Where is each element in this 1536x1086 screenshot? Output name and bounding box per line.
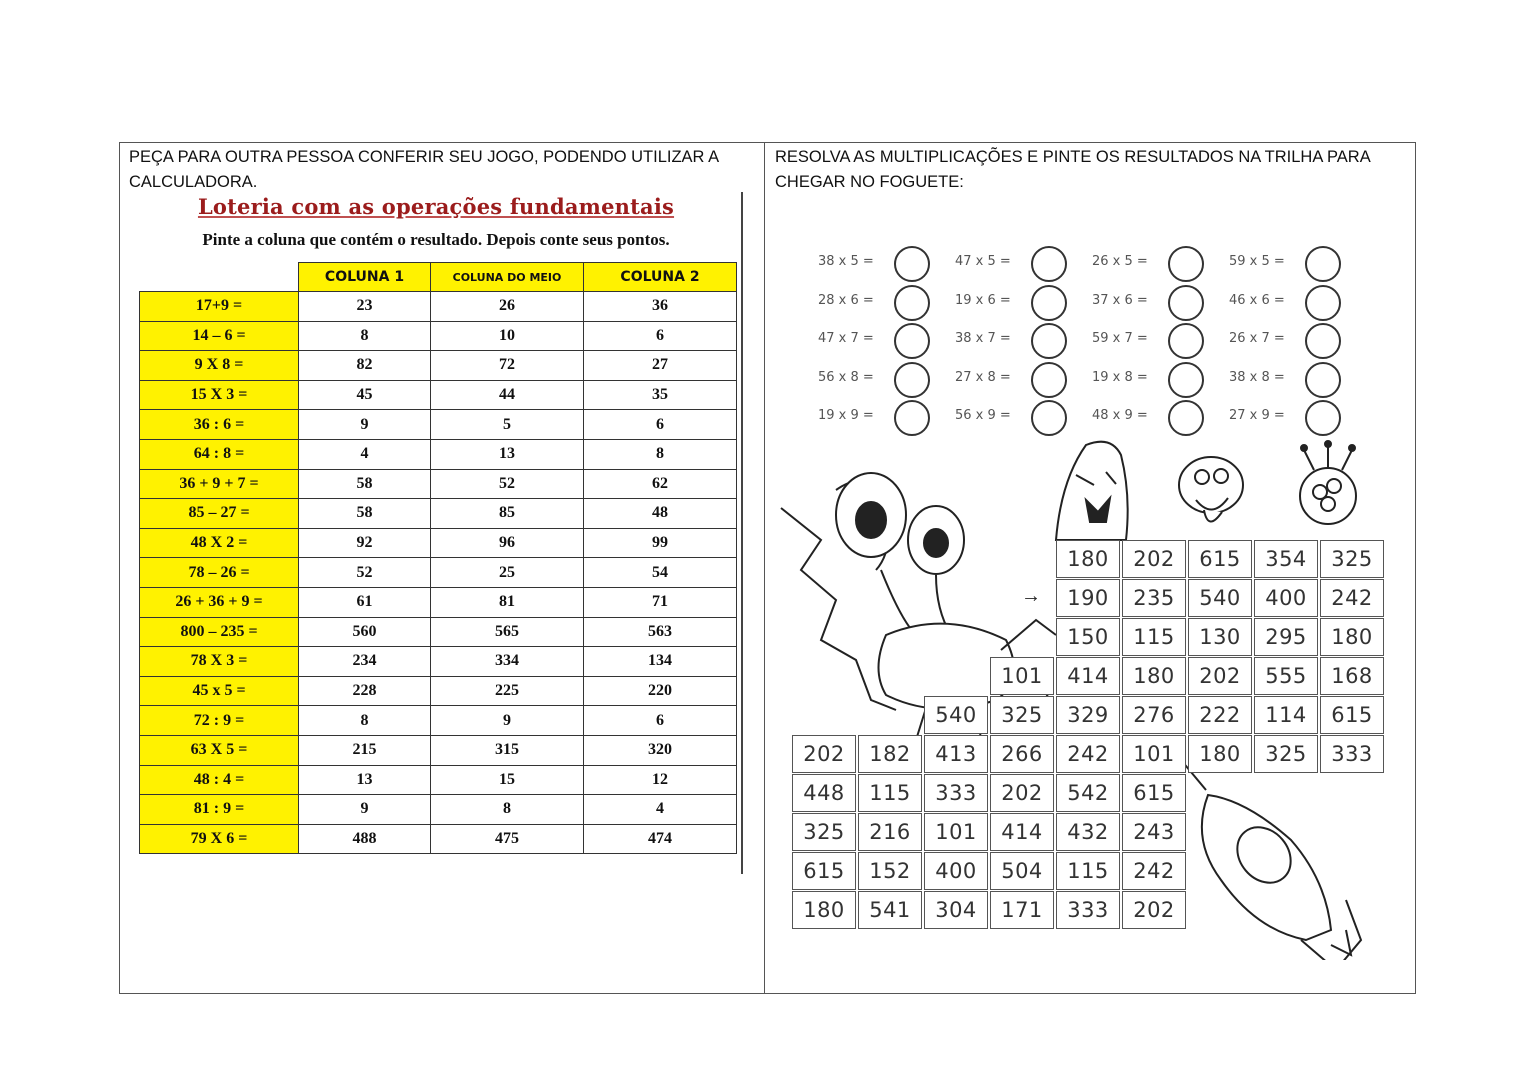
trail-cell[interactable]: 242	[1056, 735, 1120, 773]
operation-cell[interactable]: 78 X 3 =	[140, 647, 299, 677]
multiplication-problem: 48 x 9 =	[1092, 408, 1148, 423]
answer-circle[interactable]	[1168, 323, 1204, 359]
operation-cell[interactable]: 14 – 6 =	[140, 321, 299, 351]
coluna-2-cell[interactable]: 6	[584, 321, 737, 351]
trail-cell[interactable]: 540	[924, 696, 988, 734]
lottery-body	[140, 292, 737, 854]
operation-cell[interactable]: 72 : 9 =	[140, 706, 299, 736]
coluna-1-cell[interactable]: 52	[299, 558, 431, 588]
trail-cell[interactable]: 114	[1254, 696, 1318, 734]
answer-circle[interactable]	[1305, 323, 1341, 359]
column-divider	[764, 142, 765, 994]
trail-cell[interactable]: 541	[858, 891, 922, 929]
answer-circle[interactable]	[1168, 362, 1204, 398]
answer-circle[interactable]	[1031, 285, 1067, 321]
answer-circle[interactable]	[1168, 400, 1204, 436]
operation-cell[interactable]: 81 : 9 =	[140, 795, 299, 825]
trail-cell[interactable]: 400	[1254, 579, 1318, 617]
trail-cell[interactable]: 504	[990, 852, 1054, 890]
lottery-row	[140, 647, 737, 677]
lottery-row	[140, 292, 737, 322]
answer-circle[interactable]	[1031, 246, 1067, 282]
answer-circle[interactable]	[1305, 362, 1341, 398]
trail-cell[interactable]: 266	[990, 735, 1054, 773]
trail-cell[interactable]: 180	[1188, 735, 1252, 773]
trail-cell[interactable]: 542	[1056, 774, 1120, 812]
trail-cell[interactable]: 413	[924, 735, 988, 773]
trail-cell[interactable]: 180	[792, 891, 856, 929]
operation-cell[interactable]: 17+9 =	[140, 292, 299, 322]
lottery-row	[140, 617, 737, 647]
trail-cell[interactable]: 216	[858, 813, 922, 851]
multiplication-problem: 38 x 8 =	[1229, 370, 1285, 385]
trail-cell[interactable]: 152	[858, 852, 922, 890]
trail-cell[interactable]: 190	[1056, 579, 1120, 617]
coluna-2-cell[interactable]: 71	[584, 587, 737, 617]
trail-cell[interactable]: 333	[924, 774, 988, 812]
answer-circle[interactable]	[894, 362, 930, 398]
trail-cell[interactable]: 101	[924, 813, 988, 851]
lottery-table	[139, 262, 737, 854]
header-coluna-2: COLUNA 2	[584, 263, 737, 292]
lottery-row	[140, 824, 737, 854]
coluna-1-cell[interactable]: 234	[299, 647, 431, 677]
header-coluna-1: COLUNA 1	[299, 263, 431, 292]
trail-cell[interactable]: 414	[1056, 657, 1120, 695]
operation-cell[interactable]: 26 + 36 + 9 =	[140, 587, 299, 617]
trail-cell[interactable]: 168	[1320, 657, 1384, 695]
answer-circle[interactable]	[1031, 323, 1067, 359]
coluna-do-meio-cell[interactable]: 25	[431, 558, 584, 588]
coluna-2-cell[interactable]: 563	[584, 617, 737, 647]
multiplication-problem: 56 x 8 =	[818, 370, 874, 385]
coluna-do-meio-cell[interactable]: 334	[431, 647, 584, 677]
operation-cell[interactable]: 48 : 4 =	[140, 765, 299, 795]
coluna-2-cell[interactable]: 6	[584, 410, 737, 440]
trail-cell[interactable]: 276	[1122, 696, 1186, 734]
coluna-2-cell[interactable]: 320	[584, 735, 737, 765]
coluna-1-cell[interactable]: 58	[299, 499, 431, 529]
coluna-1-cell[interactable]: 488	[299, 824, 431, 854]
coluna-1-cell[interactable]: 9	[299, 795, 431, 825]
lottery-row	[140, 765, 737, 795]
multiplication-problem: 28 x 6 =	[818, 293, 874, 308]
trail-cell[interactable]: 235	[1122, 579, 1186, 617]
multiplication-problem: 46 x 6 =	[1229, 293, 1285, 308]
coluna-2-cell[interactable]: 4	[584, 795, 737, 825]
trail-cell[interactable]: 354	[1254, 540, 1318, 578]
multiplication-problem: 27 x 8 =	[955, 370, 1011, 385]
trail-cell[interactable]: 202	[1122, 540, 1186, 578]
coluna-2-cell[interactable]: 27	[584, 351, 737, 381]
coluna-2-cell[interactable]: 99	[584, 528, 737, 558]
multiplication-problem: 56 x 9 =	[955, 408, 1011, 423]
coluna-1-cell[interactable]: 560	[299, 617, 431, 647]
lottery-worksheet	[129, 192, 743, 874]
coluna-1-cell[interactable]: 58	[299, 469, 431, 499]
answer-circle[interactable]	[894, 285, 930, 321]
coluna-do-meio-cell[interactable]: 15	[431, 765, 584, 795]
coluna-1-cell[interactable]: 9	[299, 410, 431, 440]
answer-circle[interactable]	[1168, 285, 1204, 321]
multiplication-problem: 27 x 9 =	[1229, 408, 1285, 423]
coluna-1-cell[interactable]: 215	[299, 735, 431, 765]
multiplication-problem: 26 x 5 =	[1092, 254, 1148, 269]
coluna-1-cell[interactable]: 61	[299, 587, 431, 617]
coluna-1-cell[interactable]: 23	[299, 292, 431, 322]
lottery-row	[140, 795, 737, 825]
trail-cell[interactable]: 448	[792, 774, 856, 812]
coluna-2-cell[interactable]: 220	[584, 676, 737, 706]
answer-circle[interactable]	[1031, 400, 1067, 436]
antenna-monster-icon	[1300, 441, 1356, 524]
trail-cell[interactable]: 615	[1122, 774, 1186, 812]
answer-circle[interactable]	[1305, 400, 1341, 436]
header-blank	[140, 263, 299, 292]
answer-circle[interactable]	[894, 323, 930, 359]
trail-cell[interactable]: 180	[1056, 540, 1120, 578]
coluna-1-cell[interactable]: 92	[299, 528, 431, 558]
lottery-row	[140, 706, 737, 736]
operation-cell[interactable]: 85 – 27 =	[140, 499, 299, 529]
lottery-row	[140, 528, 737, 558]
operation-cell[interactable]: 78 – 26 =	[140, 558, 299, 588]
multiplication-problem: 59 x 5 =	[1229, 254, 1285, 269]
trail-cell[interactable]: 304	[924, 891, 988, 929]
coluna-do-meio-cell[interactable]: 26	[431, 292, 584, 322]
operation-cell[interactable]: 15 X 3 =	[140, 380, 299, 410]
lottery-row	[140, 380, 737, 410]
coluna-do-meio-cell[interactable]: 5	[431, 410, 584, 440]
coluna-1-cell[interactable]: 82	[299, 351, 431, 381]
coluna-2-cell[interactable]: 134	[584, 647, 737, 677]
trail-cell[interactable]: 414	[990, 813, 1054, 851]
trail-cell[interactable]: 202	[1188, 657, 1252, 695]
coluna-2-cell[interactable]: 36	[584, 292, 737, 322]
trail-cell[interactable]: 325	[1320, 540, 1384, 578]
multiplication-problem: 19 x 8 =	[1092, 370, 1148, 385]
multiplication-problem: 47 x 5 =	[955, 254, 1011, 269]
worksheet-edge	[741, 192, 743, 874]
coluna-do-meio-cell[interactable]: 315	[431, 735, 584, 765]
trail-cell[interactable]: 202	[792, 735, 856, 773]
trail-cell[interactable]: 115	[1122, 618, 1186, 656]
trail-cell[interactable]: 325	[1254, 735, 1318, 773]
lottery-subtitle: Pinte a coluna que contém o resultado. Depois conte seus pontos.	[202, 230, 670, 249]
trail-cell[interactable]: 115	[1056, 852, 1120, 890]
trail-cell[interactable]: 615	[1188, 540, 1252, 578]
trail-cell[interactable]: 202	[1122, 891, 1186, 929]
trail-cell[interactable]: 333	[1056, 891, 1120, 929]
grinning-monster-icon	[1056, 442, 1128, 540]
coluna-1-cell[interactable]: 228	[299, 676, 431, 706]
coluna-do-meio-cell[interactable]: 475	[431, 824, 584, 854]
coluna-1-cell[interactable]: 13	[299, 765, 431, 795]
lottery-row	[140, 469, 737, 499]
operation-cell[interactable]: 45 x 5 =	[140, 676, 299, 706]
operation-cell[interactable]: 36 : 6 =	[140, 410, 299, 440]
coluna-do-meio-cell[interactable]: 565	[431, 617, 584, 647]
lottery-row	[140, 499, 737, 529]
lottery-row	[140, 558, 737, 588]
trail-cell[interactable]: 615	[792, 852, 856, 890]
operation-cell[interactable]: 48 X 2 =	[140, 528, 299, 558]
coluna-2-cell[interactable]: 35	[584, 380, 737, 410]
lottery-row	[140, 321, 737, 351]
answer-circle[interactable]	[1305, 285, 1341, 321]
lottery-row	[140, 587, 737, 617]
coluna-2-cell[interactable]: 54	[584, 558, 737, 588]
multiplication-problem: 38 x 7 =	[955, 331, 1011, 346]
trail-cell[interactable]: 150	[1056, 618, 1120, 656]
trail-cell[interactable]: 115	[858, 774, 922, 812]
trail-cell[interactable]: 202	[990, 774, 1054, 812]
trail-cell[interactable]: 242	[1320, 579, 1384, 617]
lottery-row	[140, 676, 737, 706]
trail-cell[interactable]: 325	[792, 813, 856, 851]
coluna-do-meio-cell[interactable]: 13	[431, 439, 584, 469]
coluna-2-cell[interactable]: 12	[584, 765, 737, 795]
trail-cell[interactable]: 400	[924, 852, 988, 890]
coluna-do-meio-cell[interactable]: 44	[431, 380, 584, 410]
coluna-do-meio-cell[interactable]: 8	[431, 795, 584, 825]
operation-cell[interactable]: 63 X 5 =	[140, 735, 299, 765]
coluna-do-meio-cell[interactable]: 225	[431, 676, 584, 706]
lottery-header-row	[140, 263, 737, 292]
coluna-do-meio-cell[interactable]: 9	[431, 706, 584, 736]
operation-cell[interactable]: 800 – 235 =	[140, 617, 299, 647]
operation-cell[interactable]: 36 + 9 + 7 =	[140, 469, 299, 499]
trail-cell[interactable]: 101	[990, 657, 1054, 695]
operation-cell[interactable]: 64 : 8 =	[140, 439, 299, 469]
answer-circle[interactable]	[1305, 246, 1341, 282]
multiplication-problem: 19 x 9 =	[818, 408, 874, 423]
answer-circle[interactable]	[894, 400, 930, 436]
multiplication-problem: 38 x 5 =	[818, 254, 874, 269]
trail-cell[interactable]: 555	[1254, 657, 1318, 695]
coluna-2-cell[interactable]: 474	[584, 824, 737, 854]
operation-cell[interactable]: 9 X 8 =	[140, 351, 299, 381]
lottery-row	[140, 735, 737, 765]
coluna-do-meio-cell[interactable]: 81	[431, 587, 584, 617]
lottery-row	[140, 410, 737, 440]
trail-cell[interactable]: 101	[1122, 735, 1186, 773]
multiplication-problem: 59 x 7 =	[1092, 331, 1148, 346]
trail-cell[interactable]: 295	[1254, 618, 1318, 656]
multiplication-worksheet	[776, 240, 1416, 960]
coluna-2-cell[interactable]: 48	[584, 499, 737, 529]
trail-cell[interactable]: 325	[990, 696, 1054, 734]
coluna-do-meio-cell[interactable]: 72	[431, 351, 584, 381]
trail-cell[interactable]: 180	[1320, 618, 1384, 656]
coluna-1-cell[interactable]: 45	[299, 380, 431, 410]
header-coluna-do-meio: COLUNA DO MEIO	[431, 263, 584, 292]
lottery-row	[140, 351, 737, 381]
coluna-2-cell[interactable]: 6	[584, 706, 737, 736]
coluna-1-cell[interactable]: 8	[299, 321, 431, 351]
coluna-2-cell[interactable]: 8	[584, 439, 737, 469]
coluna-do-meio-cell[interactable]: 10	[431, 321, 584, 351]
coluna-1-cell[interactable]: 4	[299, 439, 431, 469]
trail-cell[interactable]: 432	[1056, 813, 1120, 851]
lottery-title: Loteria com as operações fundamentais	[197, 194, 675, 219]
operation-cell[interactable]: 79 X 6 =	[140, 824, 299, 854]
multiplication-problem: 47 x 7 =	[818, 331, 874, 346]
trail-cell[interactable]: 329	[1056, 696, 1120, 734]
tongue-monster-icon	[1179, 457, 1243, 522]
left-instruction: PEÇA PARA OUTRA PESSOA CONFERIR SEU JOGO, PODENDO UTILIZAR A CALCULADORA.	[129, 148, 719, 191]
coluna-do-meio-cell[interactable]: 96	[431, 528, 584, 558]
coluna-1-cell[interactable]: 8	[299, 706, 431, 736]
answer-circle[interactable]	[1168, 246, 1204, 282]
answer-circle[interactable]	[1031, 362, 1067, 398]
rocket-icon	[1181, 760, 1361, 960]
multiplication-problem: 26 x 7 =	[1229, 331, 1285, 346]
coluna-do-meio-cell[interactable]: 52	[431, 469, 584, 499]
trail-cell[interactable]: 180	[1122, 657, 1186, 695]
trail-cell[interactable]: 222	[1188, 696, 1252, 734]
trail-cell[interactable]: 333	[1320, 735, 1384, 773]
lottery-row	[140, 439, 737, 469]
trail-cell[interactable]: 242	[1122, 852, 1186, 890]
multiplication-problem: 19 x 6 =	[955, 293, 1011, 308]
multiplication-problem: 37 x 6 =	[1092, 293, 1148, 308]
answer-circle[interactable]	[894, 246, 930, 282]
coluna-2-cell[interactable]: 62	[584, 469, 737, 499]
trail-cell[interactable]: 130	[1188, 618, 1252, 656]
start-arrow-icon: →	[1021, 585, 1041, 607]
trail-cell[interactable]: 615	[1320, 696, 1384, 734]
right-instruction: RESOLVA AS MULTIPLICAÇÕES E PINTE OS RESULTADOS NA TRILHA PARA CHEGAR NO FOGUETE:	[775, 148, 1370, 191]
trail-cell[interactable]: 540	[1188, 579, 1252, 617]
trail-cell[interactable]: 171	[990, 891, 1054, 929]
coluna-do-meio-cell[interactable]: 85	[431, 499, 584, 529]
trail-cell[interactable]: 243	[1122, 813, 1186, 851]
trail-cell[interactable]: 182	[858, 735, 922, 773]
